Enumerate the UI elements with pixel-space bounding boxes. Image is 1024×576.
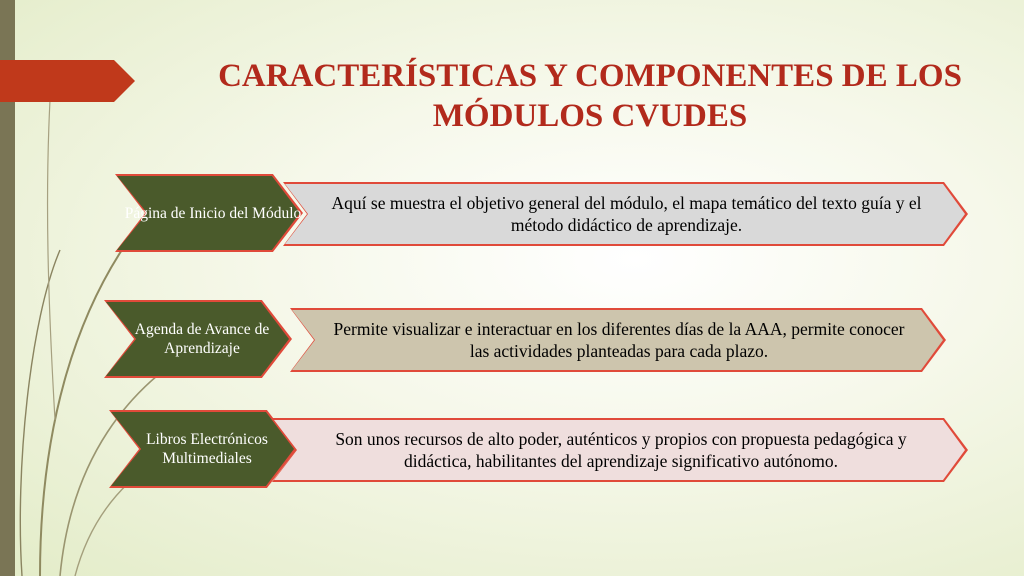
description-pagina-inicio <box>283 182 968 246</box>
description-text: Permite visualizar e interactuar en los diferentes días de la AAA, permite conocer las actividades planteadas para cada plazo. <box>333 319 905 361</box>
description-text: Son unos recursos de alto poder, auténticos y propios con propuesta pedagógica y didáctica, habilitantes del aprendizaje significativo autónomo. <box>335 429 907 471</box>
page-title: CARACTERÍSTICAS Y COMPONENTES DE LOS MÓDULOS CVUDES <box>218 58 962 134</box>
title-accent-arrow <box>0 60 135 102</box>
label-agenda-avance <box>104 300 292 378</box>
label-text: Libros Electrónicos Multimediales <box>146 431 268 467</box>
label-text: Agenda de Avance de Aprendizaje <box>134 321 270 357</box>
label-text: Página de Inicio del Módulo <box>124 204 302 222</box>
label-libros-electronicos <box>109 410 297 488</box>
description-agenda-avance <box>290 308 946 372</box>
label-pagina-inicio <box>115 174 303 252</box>
description-text: Aquí se muestra el objetivo general del módulo, el mapa temático del texto guía y el método didáctico de aprendizaje. <box>331 193 922 235</box>
description-libros-electronicos <box>272 418 968 482</box>
